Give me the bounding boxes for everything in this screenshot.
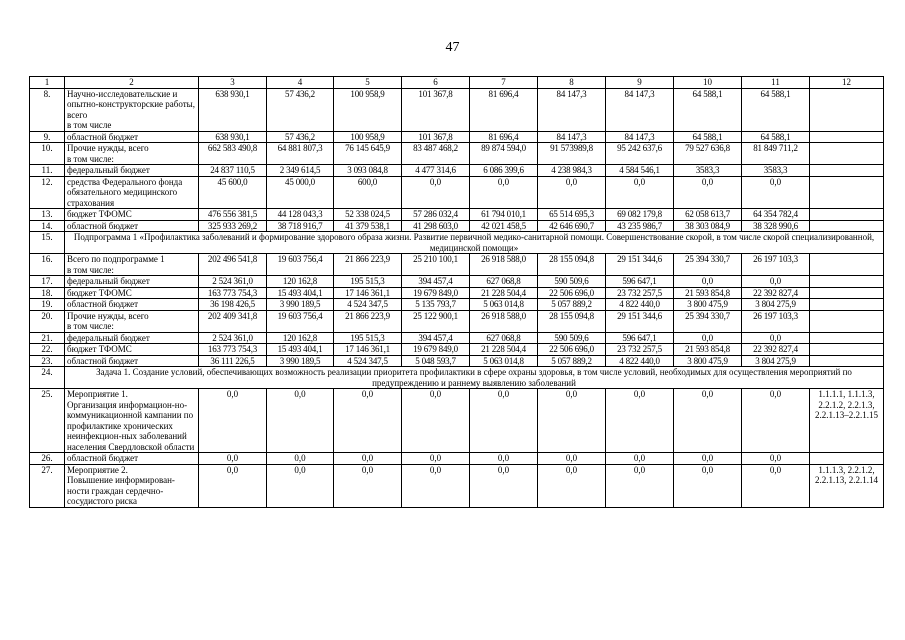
value-cell: 91 573989,8 (538, 143, 606, 165)
row-label: областной бюджет (65, 131, 199, 143)
value-cell: 3 990 189,5 (267, 355, 334, 367)
value-cell: 5 063 014,8 (470, 299, 538, 311)
value-cell: 41 379 538,1 (334, 220, 402, 232)
value-cell: 81 696,4 (470, 88, 538, 131)
row-number: 19. (30, 299, 65, 311)
table-row (30, 276, 884, 288)
value-cell: 25 394 330,7 (674, 310, 742, 332)
value-cell: 41 298 603,0 (402, 220, 470, 232)
row-label: областной бюджет (65, 453, 199, 465)
value-cell: 57 436,2 (267, 131, 334, 143)
value-cell: 64 588,1 (674, 88, 742, 131)
value-cell: 163 773 754,3 (199, 344, 267, 356)
page-number: 47 (445, 40, 460, 55)
row-number: 10. (30, 143, 65, 165)
value-cell: 0,0 (470, 389, 538, 453)
value-cell: 195 515,3 (334, 332, 402, 344)
value-cell: 0,0 (538, 453, 606, 465)
value-cell: 4 822 440,0 (606, 355, 674, 367)
value-cell: 0,0 (742, 276, 810, 288)
row-label: Научно-исследовательские и опытно-конструкторские работы, всего в том числе (65, 88, 199, 131)
value-cell: 627 068,8 (470, 332, 538, 344)
value-cell: 15 493 404,1 (267, 287, 334, 299)
value-cell: 3583,3 (674, 165, 742, 177)
table-row (30, 389, 884, 453)
value-cell: 5 057 889,2 (538, 299, 606, 311)
row-number: 25. (30, 389, 65, 453)
value-cell: 596 647,1 (606, 276, 674, 288)
value-cell: 0,0 (199, 389, 267, 453)
target-indicators (810, 176, 884, 209)
value-cell: 0,0 (538, 176, 606, 209)
header-cell: 9 (606, 77, 674, 89)
row-label: областной бюджет (65, 355, 199, 367)
header-cell: 11 (742, 77, 810, 89)
value-cell: 22 392 827,4 (742, 344, 810, 356)
value-cell: 0,0 (674, 464, 742, 507)
row-number: 9. (30, 131, 65, 143)
value-cell: 23 732 257,5 (606, 287, 674, 299)
value-cell: 69 082 179,8 (606, 209, 674, 221)
value-cell: 0,0 (470, 176, 538, 209)
target-indicators (810, 332, 884, 344)
value-cell: 61 794 010,1 (470, 209, 538, 221)
value-cell: 0,0 (606, 389, 674, 453)
row-number: 13. (30, 209, 65, 221)
row-label: федеральный бюджет (65, 332, 199, 344)
value-cell: 4 238 984,3 (538, 165, 606, 177)
value-cell: 42 021 458,5 (470, 220, 538, 232)
target-indicators: 1.1.1.1, 1.1.1.3, 2.2.1.2, 2.2.1.3, 2.2.1.13–2.2.1.15 (810, 389, 884, 453)
value-cell: 57 436,2 (267, 88, 334, 131)
value-cell: 81 849 711,2 (742, 143, 810, 165)
target-indicators: 1.1.1.3, 2.2.1.2, 2.2.1.13, 2.2.1.14 (810, 464, 884, 507)
value-cell: 38 718 916,7 (267, 220, 334, 232)
value-cell: 26 197 103,3 (742, 310, 810, 332)
value-cell: 590 509,6 (538, 276, 606, 288)
table-row (30, 299, 884, 311)
header-cell: 2 (65, 77, 199, 89)
value-cell: 596 647,1 (606, 332, 674, 344)
target-indicators (810, 254, 884, 276)
target-indicators (810, 344, 884, 356)
value-cell: 0,0 (199, 464, 267, 507)
row-label: бюджет ТФОМС (65, 287, 199, 299)
header-cell: 1 (30, 77, 65, 89)
row-number: 20. (30, 310, 65, 332)
value-cell: 64 881 807,3 (267, 143, 334, 165)
row-number: 12. (30, 176, 65, 209)
value-cell: 84 147,3 (538, 131, 606, 143)
target-indicators (810, 143, 884, 165)
value-cell: 52 338 024,5 (334, 209, 402, 221)
value-cell: 0,0 (267, 464, 334, 507)
row-label: областной бюджет (65, 299, 199, 311)
value-cell: 394 457,4 (402, 332, 470, 344)
value-cell: 4 524 347,5 (334, 299, 402, 311)
row-label: бюджет ТФОМС (65, 344, 199, 356)
value-cell: 590 509,6 (538, 332, 606, 344)
row-number: 27. (30, 464, 65, 507)
value-cell: 627 068,8 (470, 276, 538, 288)
value-cell: 163 773 754,3 (199, 287, 267, 299)
value-cell: 29 151 344,6 (606, 254, 674, 276)
value-cell: 0,0 (267, 389, 334, 453)
target-indicators (810, 88, 884, 131)
section-title: Задача 1. Создание условий, обеспечивающих возможность реализации приоритета профилактики в сфере охраны здоровья, в том числе условий, необходимых для осуществления мероприятий по предупреждению и раннему выявлению заболеваний (65, 367, 884, 389)
value-cell: 0,0 (538, 464, 606, 507)
table-row (30, 332, 884, 344)
row-number: 21. (30, 332, 65, 344)
target-indicators (810, 453, 884, 465)
section-row (30, 232, 884, 254)
value-cell: 0,0 (742, 176, 810, 209)
value-cell: 0,0 (199, 453, 267, 465)
value-cell: 84 147,3 (538, 88, 606, 131)
table-row (30, 165, 884, 177)
table-row (30, 220, 884, 232)
value-cell: 57 286 032,4 (402, 209, 470, 221)
value-cell: 64 354 782,4 (742, 209, 810, 221)
value-cell: 36 111 226,5 (199, 355, 267, 367)
value-cell: 64 588,1 (742, 131, 810, 143)
row-label: федеральный бюджет (65, 165, 199, 177)
value-cell: 24 837 110,5 (199, 165, 267, 177)
value-cell: 0,0 (742, 464, 810, 507)
value-cell: 89 874 594,0 (470, 143, 538, 165)
table-row (30, 344, 884, 356)
value-cell: 5 135 793,7 (402, 299, 470, 311)
row-number: 18. (30, 287, 65, 299)
value-cell: 21 228 504,4 (470, 344, 538, 356)
value-cell: 0,0 (742, 389, 810, 453)
row-label: средства Федерального фонда обязательного медицинского страхования (65, 176, 199, 209)
value-cell: 0,0 (402, 389, 470, 453)
row-number: 16. (30, 254, 65, 276)
value-cell: 64 588,1 (674, 131, 742, 143)
value-cell: 15 493 404,1 (267, 344, 334, 356)
value-cell: 0,0 (742, 453, 810, 465)
value-cell: 28 155 094,8 (538, 254, 606, 276)
section-row (30, 367, 884, 389)
value-cell: 0,0 (334, 453, 402, 465)
row-number: 23. (30, 355, 65, 367)
value-cell: 0,0 (674, 276, 742, 288)
target-indicators (810, 355, 884, 367)
value-cell: 28 155 094,8 (538, 310, 606, 332)
value-cell: 4 477 314,6 (402, 165, 470, 177)
row-label: Прочие нужды, всего в том числе: (65, 143, 199, 165)
target-indicators (810, 287, 884, 299)
value-cell: 476 556 381,5 (199, 209, 267, 221)
value-cell: 83 487 468,2 (402, 143, 470, 165)
header-cell: 7 (470, 77, 538, 89)
value-cell: 25 394 330,7 (674, 254, 742, 276)
value-cell: 195 515,3 (334, 276, 402, 288)
header-cell: 10 (674, 77, 742, 89)
value-cell: 2 524 361,0 (199, 276, 267, 288)
value-cell: 0,0 (742, 332, 810, 344)
value-cell: 101 367,8 (402, 88, 470, 131)
value-cell: 120 162,8 (267, 276, 334, 288)
value-cell: 22 506 696,0 (538, 344, 606, 356)
value-cell: 3 093 084,8 (334, 165, 402, 177)
value-cell: 638 930,1 (199, 88, 267, 131)
value-cell: 4 584 546,1 (606, 165, 674, 177)
value-cell: 3583,3 (742, 165, 810, 177)
value-cell: 100 958,9 (334, 131, 402, 143)
value-cell: 21 228 504,4 (470, 287, 538, 299)
target-indicators (810, 310, 884, 332)
row-label: бюджет ТФОМС (65, 209, 199, 221)
value-cell: 45 600,0 (199, 176, 267, 209)
budget-table (29, 76, 884, 508)
value-cell: 4 822 440,0 (606, 299, 674, 311)
value-cell: 0,0 (402, 464, 470, 507)
table-row (30, 355, 884, 367)
value-cell: 17 146 361,1 (334, 344, 402, 356)
table-row (30, 88, 884, 131)
value-cell: 202 496 541,8 (199, 254, 267, 276)
value-cell: 17 146 361,1 (334, 287, 402, 299)
row-number: 17. (30, 276, 65, 288)
value-cell: 21 866 223,9 (334, 310, 402, 332)
value-cell: 325 933 269,2 (199, 220, 267, 232)
value-cell: 3 800 475,9 (674, 355, 742, 367)
header-cell: 3 (199, 77, 267, 89)
row-label: Мероприятие 1. Организация информацион-но-коммуникационной кампании по профилактике хронических неинфекцион-ных заболеваний населения Свердловской области (65, 389, 199, 453)
value-cell: 0,0 (674, 453, 742, 465)
value-cell: 42 646 690,7 (538, 220, 606, 232)
table-row (30, 176, 884, 209)
value-cell: 0,0 (470, 453, 538, 465)
row-number: 22. (30, 344, 65, 356)
value-cell: 202 409 341,8 (199, 310, 267, 332)
value-cell: 21 593 854,8 (674, 287, 742, 299)
target-indicators (810, 165, 884, 177)
value-cell: 600,0 (334, 176, 402, 209)
value-cell: 25 122 900,1 (402, 310, 470, 332)
value-cell: 45 000,0 (267, 176, 334, 209)
value-cell: 3 804 275,9 (742, 355, 810, 367)
value-cell: 0,0 (606, 176, 674, 209)
value-cell: 84 147,3 (606, 88, 674, 131)
value-cell: 19 679 849,0 (402, 287, 470, 299)
value-cell: 0,0 (470, 464, 538, 507)
value-cell: 19 679 849,0 (402, 344, 470, 356)
value-cell: 0,0 (334, 464, 402, 507)
value-cell: 76 145 645,9 (334, 143, 402, 165)
table-row (30, 287, 884, 299)
value-cell: 6 086 399,6 (470, 165, 538, 177)
value-cell: 394 457,4 (402, 276, 470, 288)
value-cell: 19 603 756,4 (267, 310, 334, 332)
target-indicators (810, 299, 884, 311)
value-cell: 0,0 (402, 453, 470, 465)
value-cell: 120 162,8 (267, 332, 334, 344)
value-cell: 5 057 889,2 (538, 355, 606, 367)
value-cell: 0,0 (538, 389, 606, 453)
value-cell: 2 349 614,5 (267, 165, 334, 177)
value-cell: 0,0 (674, 389, 742, 453)
value-cell: 64 588,1 (742, 88, 810, 131)
value-cell: 38 328 990,6 (742, 220, 810, 232)
target-indicators (810, 131, 884, 143)
row-number: 24. (30, 367, 65, 389)
row-number: 26. (30, 453, 65, 465)
value-cell: 95 242 637,6 (606, 143, 674, 165)
value-cell: 65 514 695,3 (538, 209, 606, 221)
value-cell: 0,0 (674, 176, 742, 209)
value-cell: 23 732 257,5 (606, 344, 674, 356)
value-cell: 43 235 986,7 (606, 220, 674, 232)
value-cell: 44 128 043,3 (267, 209, 334, 221)
value-cell: 0,0 (267, 453, 334, 465)
value-cell: 36 198 426,5 (199, 299, 267, 311)
row-number: 8. (30, 88, 65, 131)
value-cell: 0,0 (334, 389, 402, 453)
row-number: 15. (30, 232, 65, 254)
value-cell: 638 930,1 (199, 131, 267, 143)
value-cell: 3 800 475,9 (674, 299, 742, 311)
value-cell: 0,0 (606, 464, 674, 507)
value-cell: 0,0 (402, 176, 470, 209)
value-cell: 29 151 344,6 (606, 310, 674, 332)
header-cell: 5 (334, 77, 402, 89)
table-row (30, 143, 884, 165)
value-cell: 100 958,9 (334, 88, 402, 131)
header-cell: 6 (402, 77, 470, 89)
value-cell: 5 063 014,8 (470, 355, 538, 367)
value-cell: 81 696,4 (470, 131, 538, 143)
value-cell: 84 147,3 (606, 131, 674, 143)
value-cell: 79 527 636,8 (674, 143, 742, 165)
table-row (30, 453, 884, 465)
row-label: Всего по подпрограмме 1 в том числе: (65, 254, 199, 276)
row-label: областной бюджет (65, 220, 199, 232)
value-cell: 21 593 854,8 (674, 344, 742, 356)
header-cell: 12 (810, 77, 884, 89)
value-cell: 662 583 490,8 (199, 143, 267, 165)
header-cell: 8 (538, 77, 606, 89)
value-cell: 21 866 223,9 (334, 254, 402, 276)
target-indicators (810, 276, 884, 288)
table-row (30, 131, 884, 143)
target-indicators (810, 220, 884, 232)
row-label: Прочие нужды, всего в том числе: (65, 310, 199, 332)
column-number-row (30, 77, 884, 89)
value-cell: 26 918 588,0 (470, 254, 538, 276)
table-row (30, 254, 884, 276)
table-body (30, 77, 884, 508)
value-cell: 5 048 593,7 (402, 355, 470, 367)
value-cell: 62 058 613,7 (674, 209, 742, 221)
value-cell: 25 210 100,1 (402, 254, 470, 276)
target-indicators (810, 209, 884, 221)
table-row (30, 209, 884, 221)
value-cell: 0,0 (674, 332, 742, 344)
table-row (30, 464, 884, 507)
value-cell: 26 197 103,3 (742, 254, 810, 276)
value-cell: 26 918 588,0 (470, 310, 538, 332)
section-title: Подпрограмма 1 «Профилактика заболеваний и формирование здорового образа жизни. Развитие первичной медико-санитарной помощи. Совершенствование скорой, в том числе скорой специализированной, медицинской помощи» (65, 232, 884, 254)
row-number: 14. (30, 220, 65, 232)
value-cell: 2 524 361,0 (199, 332, 267, 344)
value-cell: 22 506 696,0 (538, 287, 606, 299)
value-cell: 19 603 756,4 (267, 254, 334, 276)
header-cell: 4 (267, 77, 334, 89)
value-cell: 22 392 827,4 (742, 287, 810, 299)
row-label: Мероприятие 2. Повышение информирован-ности граждан сердечно-сосудистого риска (65, 464, 199, 507)
table-row (30, 310, 884, 332)
value-cell: 3 990 189,5 (267, 299, 334, 311)
value-cell: 101 367,8 (402, 131, 470, 143)
row-number: 11. (30, 165, 65, 177)
value-cell: 3 804 275,9 (742, 299, 810, 311)
value-cell: 38 303 084,9 (674, 220, 742, 232)
value-cell: 0,0 (606, 453, 674, 465)
row-label: федеральный бюджет (65, 276, 199, 288)
value-cell: 4 524 347,5 (334, 355, 402, 367)
